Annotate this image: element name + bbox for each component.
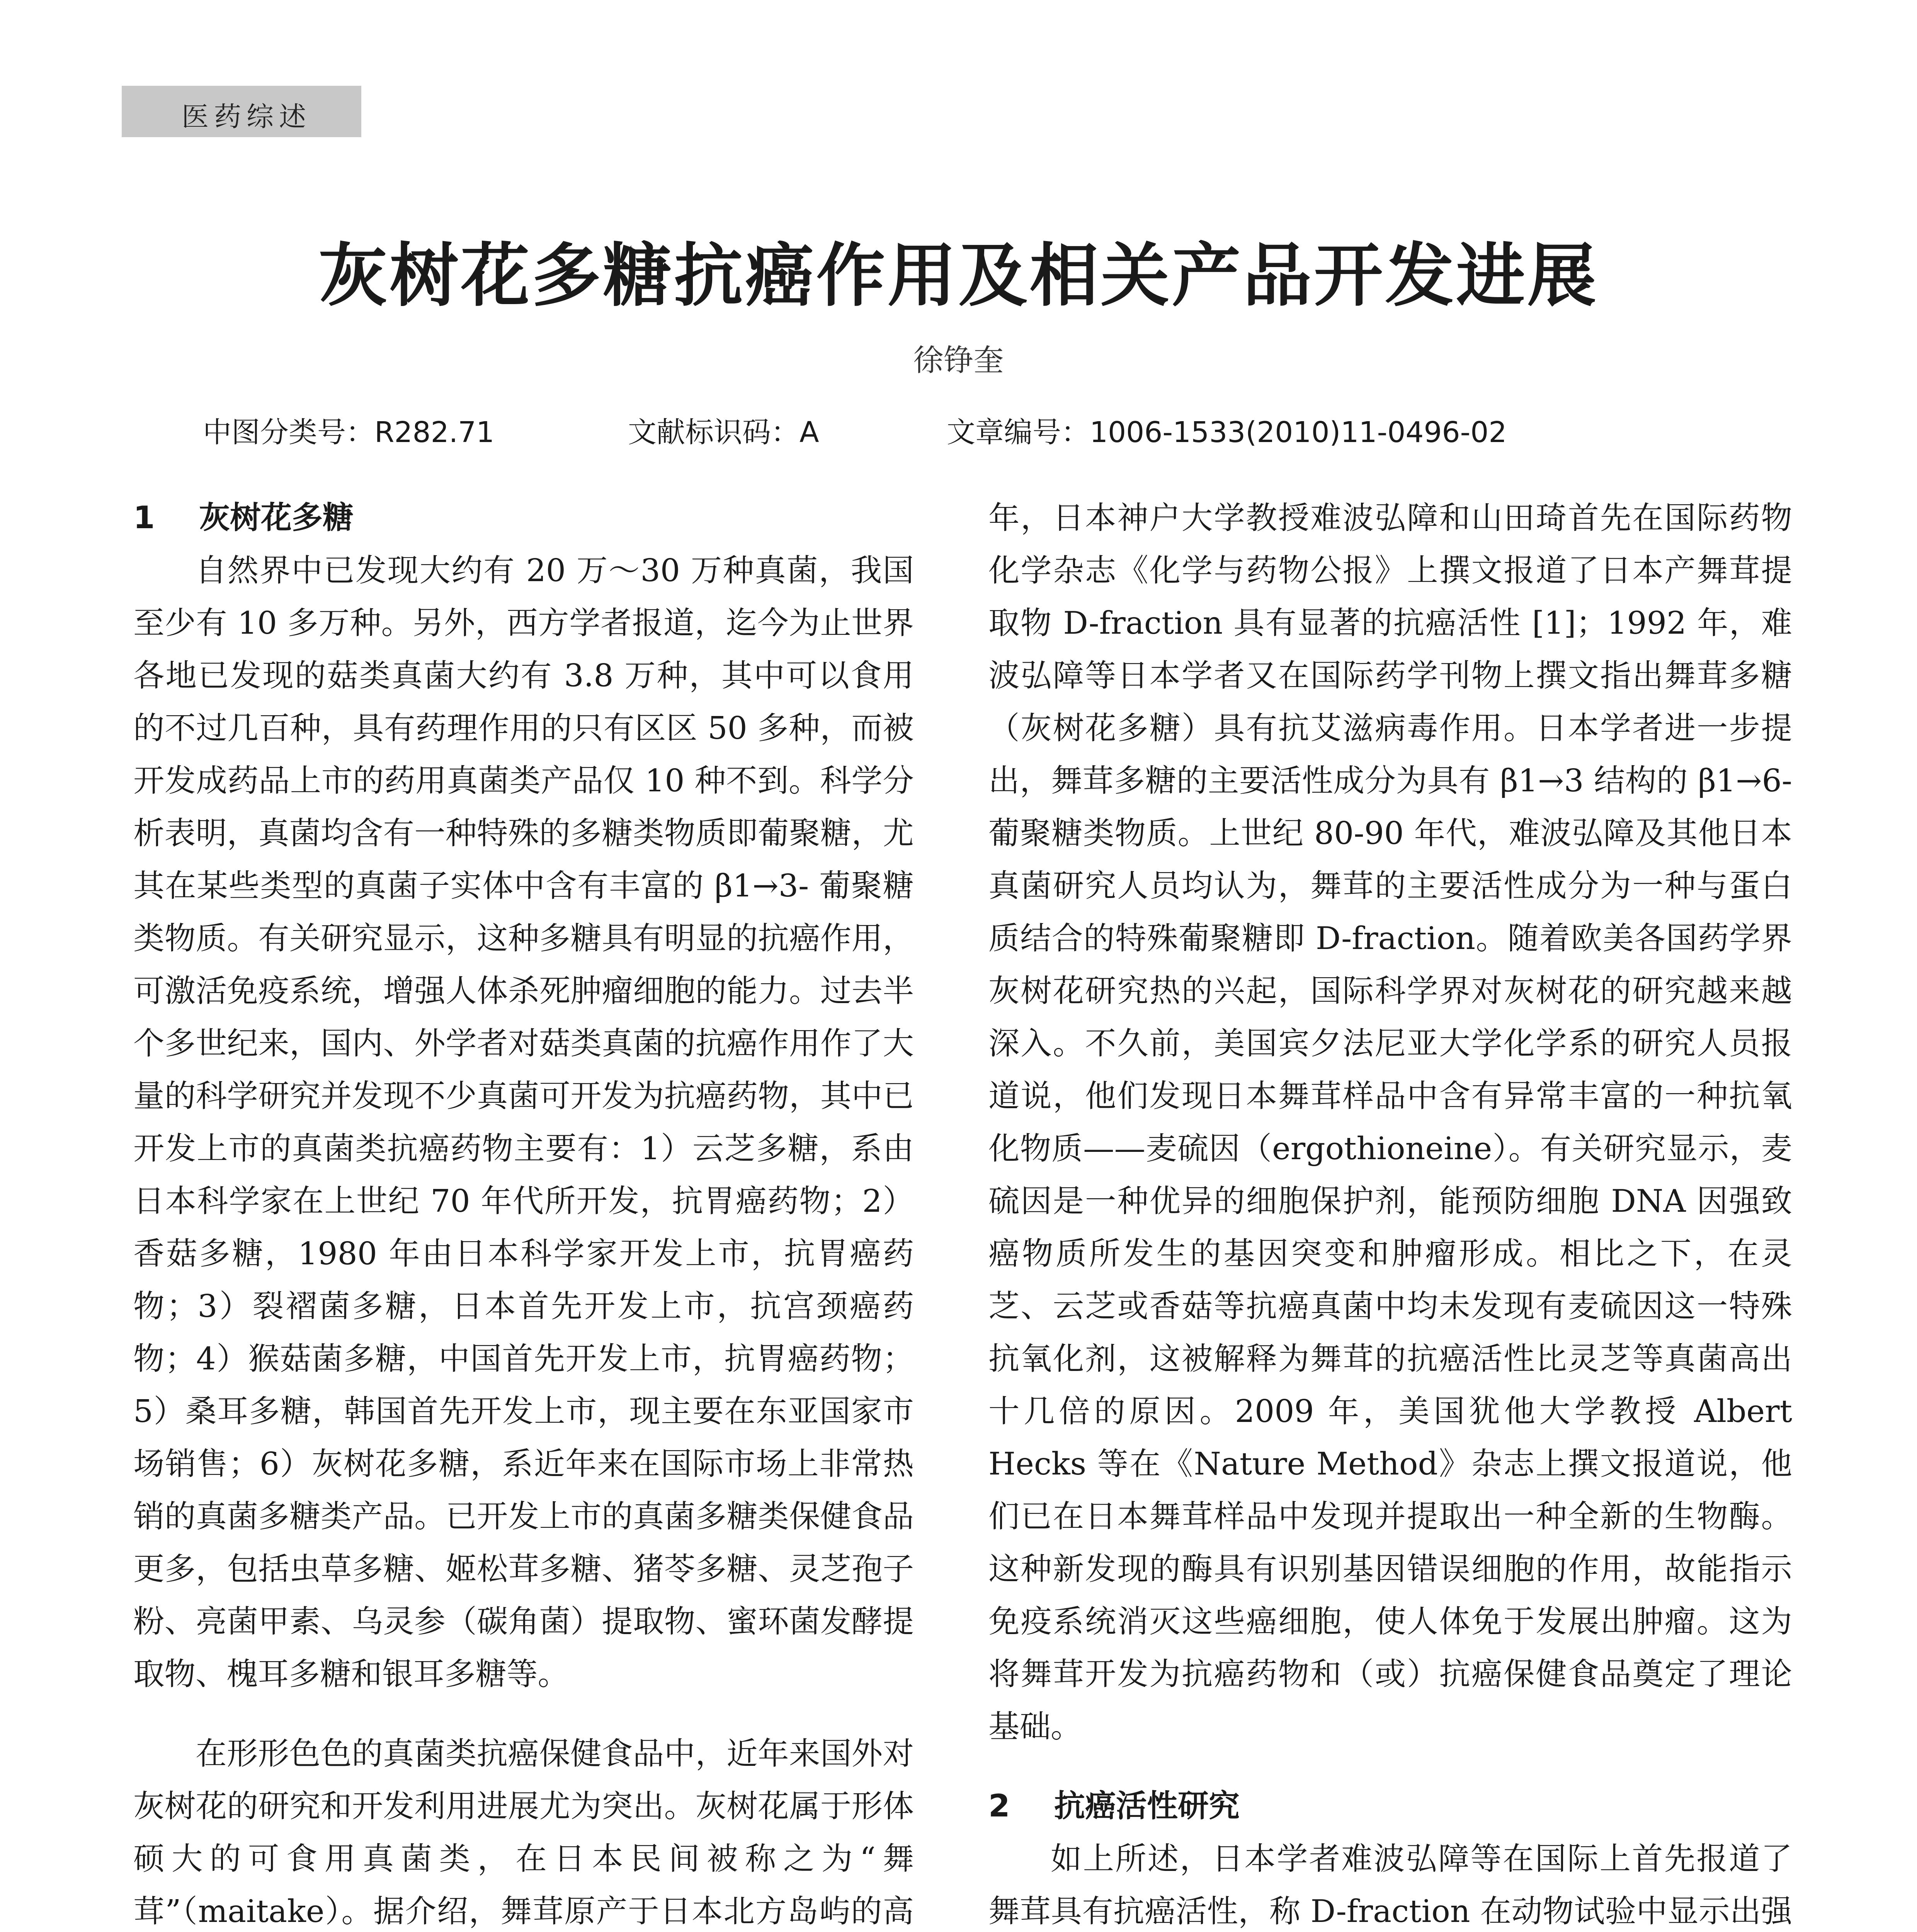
section-1-paragraph-1: 自然界中已发现大约有 20 万～30 万种真菌，我国至少有 10 多万种。另外，西方学者报道，迄今为止世界各地已发现的菇类真菌大约有 3.8 万种，其中可以食用的不过几百种，具有药理作用的只有区区 50 多种，而被开发成药品上市的药用真菌类产品仅 10 种不到。科学分析表明，真菌均含有一种特殊的多糖类物质即葡聚糖，尤其在某些类型的真菌子实体中含有丰富的 β1→3- 葡聚糖类物质。有关研究显示，这种多糖具有明显的抗癌作用，可激活免疫系统，增强人体杀死肿瘤细胞的能力。过去半个多世纪来，国内、外学者对菇类真菌的抗癌作用作了大量的科学研究并发现不少真菌可开发为抗癌药物，其中已开发上市的真菌类抗癌药物主要有：1）云芝多糖，系由日本科学家在上世纪 70 年代所开发，抗胃癌药物；2）香菇多糖，1980 年由日本科学家开发上市，抗胃癌药物；3）裂褶菌多糖，日本首先开发上市，抗宫颈癌药物；4）猴菇菌多糖，中国首先开发上市，抗胃癌药物；5）桑耳多糖，韩国首先开发上市，现主要在东亚国家市场销售；6）灰树花多糖，系近年来在国际市场上非常热销的真菌多糖类产品。已开发上市的真菌多糖类保健食品更多，包括虫草多糖、姬松茸多糖、猪苓多糖、灵芝孢子粉、亮菌甲素、乌灵参（碳角菌）提取物、蜜环菌发酵提取物、槐耳多糖和银耳多糖等。: [133, 552, 914, 1692]
section-tag-label: 医药综述: [182, 101, 311, 133]
clc-number: 中图分类号：R282.71: [203, 416, 495, 449]
section-2-paragraph-1: 如上所述，日本学者难波弘障等在国际上首先报道了舞茸具有抗癌活性，称 D-fraction 在动物试验中显示出强: [988, 1840, 1792, 1929]
right-column: [988, 492, 1792, 1932]
section-2-number: 2: [988, 1788, 1010, 1824]
author-name: 徐铮奎: [913, 343, 1004, 378]
section-tag: [122, 86, 361, 137]
section-1-number: 1: [133, 500, 155, 536]
section-1-paragraph-3-continued: 年，日本神户大学教授难波弘障和山田琦首先在国际药物化学杂志《化学与药物公报》上撰文报道了日本产舞茸提取物 D-fraction 具有显著的抗癌活性 [1]；1992 年，难波弘障等日本学者又在国际药学刊物上撰文指出舞茸多糖（灰树花多糖）具有抗艾滋病毒作用。日本学者进一步提出，舞茸多糖的主要活性成分为具有 β1→3 结构的 β1→6- 葡聚糖类物质。上世纪 80-90 年代，难波弘障及其他日本真菌研究人员均认为，舞茸的主要活性成分为一种与蛋白质结合的特殊葡聚糖即 D-fraction。随着欧美各国药学界灰树花研究热的兴起，国际科学界对灰树花的研究越来越深入。不久前，美国宾夕法尼亚大学化学系的研究人员报道说，他们发现日本舞茸样品中含有异常丰富的一种抗氧化物质——麦硫因（ergothioneine）。有关研究显示，麦硫因是一种优异的细胞保护剂，能预防细胞 DNA 因强致癌物质所发生的基因突变和肿瘤形成。相比之下，在灵芝、云芝或香菇等抗癌真菌中均未发现有麦硫因这一特殊抗氧化剂，这被解释为舞茸的抗癌活性比灵芝等真菌高出十几倍的原因。2009 年，美国犹他大学教授 Albert Hecks 等在《Nature Method》杂志上撰文报道说，他们已在日本舞茸样品中发现并提取出一种全新的生物酶。这种新发现的酶具有识别基因错误细胞的作用，故能指示免疫系统消灭这些癌细胞，使人体免于发展出肿瘤。这为将舞茸开发为抗癌药物和（或）抗癌保健食品奠定了理论基础。: [988, 500, 1792, 1745]
left-column: [133, 492, 914, 1932]
article-title: 灰树花多糖抗癌作用及相关产品开发进展: [318, 235, 1599, 316]
article-number: 文章编号：1006-1533(2010)11-0496-02: [947, 416, 1507, 449]
section-2-title: 抗癌活性研究: [1054, 1788, 1240, 1824]
document-code: 文献标识码：A: [628, 416, 819, 449]
section-2-heading: [988, 1780, 1792, 1832]
section-1-paragraph-2: 在形形色色的真菌类抗癌保健食品中，近年来国外对灰树花的研究和开发利用进展尤为突出。灰树花属于形体硕大的可食用真菌类，在日本民间被称之为“舞茸”（maitake）。据介绍，舞茸原产于日本北方岛屿的高: [133, 1735, 914, 1929]
section-1-title: 灰树花多糖: [199, 500, 354, 536]
section-1-heading: [133, 492, 914, 544]
